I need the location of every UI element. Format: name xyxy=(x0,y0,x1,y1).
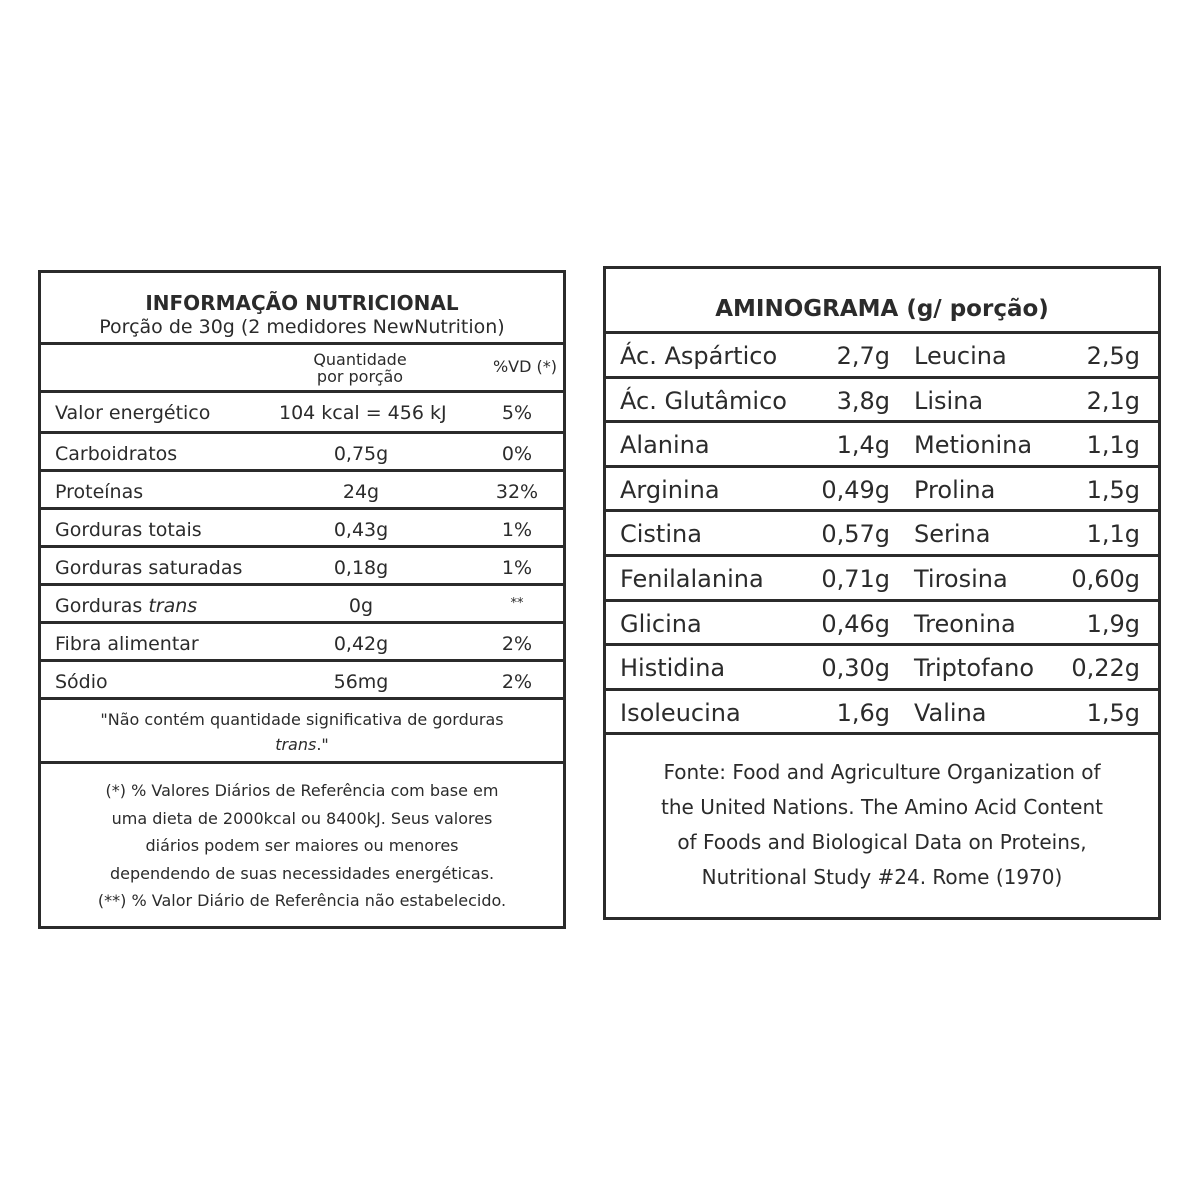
amino-value: 1,6g xyxy=(836,698,890,727)
amino-row xyxy=(606,691,1158,736)
amino-value: 0,30g xyxy=(821,654,890,683)
nutrient-value: 0,43g xyxy=(333,519,389,541)
nutrient-row xyxy=(41,624,563,662)
nutrition-facts-table xyxy=(38,270,566,929)
amino-name: Cistina xyxy=(620,520,702,549)
daily-value-footnote: (*) % Valores Diários de Referência com base em uma dieta de 2000kcal ou 8400kJ. Seus valores diários podem ser maiores ou menores dependendo de suas necessidades energéticas. (**) % Valor Diário de Referência não estabelecido. xyxy=(97,781,507,910)
nutrient-value: 104 kcal = 456 kJ xyxy=(279,402,447,424)
amino-name: Ác. Glutâmico xyxy=(620,386,787,415)
amino-name: Fenilalanina xyxy=(620,564,764,593)
nutrient-value: 0,42g xyxy=(333,633,389,655)
amino-name: Isoleucina xyxy=(620,698,741,727)
nutrient-label: Valor energético xyxy=(55,402,211,424)
nutrient-dv: 0% xyxy=(501,443,533,465)
amino-value: 3,8g xyxy=(836,386,890,415)
nutrient-row xyxy=(41,662,563,700)
nutrient-label: Carboidratos xyxy=(55,443,178,465)
aminogram-table xyxy=(603,266,1161,920)
amino-row xyxy=(606,557,1158,602)
amino-row xyxy=(606,423,1158,468)
nutrient-value: 0,75g xyxy=(333,443,389,465)
trans-fat-note: "Não contém quantidade significativa de gorduras trans." xyxy=(41,700,563,764)
amino-value: 0,60g xyxy=(1071,564,1140,593)
amino-name: Glicina xyxy=(620,609,702,638)
amino-name: Triptofano xyxy=(914,654,1035,683)
nutrient-value: 0,18g xyxy=(333,557,389,579)
nutrient-dv: 1% xyxy=(501,557,533,579)
amino-value: 1,5g xyxy=(1086,698,1140,727)
amino-row xyxy=(606,602,1158,647)
amino-row xyxy=(606,468,1158,513)
nutrient-dv: ** xyxy=(510,596,524,611)
amino-value: 1,1g xyxy=(1086,520,1140,549)
amino-name: Leucina xyxy=(914,342,1007,370)
daily-value-column-header: %VD (*) xyxy=(492,357,558,376)
column-headers xyxy=(41,345,563,393)
nutrient-dv: 2% xyxy=(501,633,533,655)
amino-value: 0,57g xyxy=(821,520,890,549)
amino-value: 1,9g xyxy=(1086,609,1140,638)
amino-name: Histidina xyxy=(620,654,726,683)
amino-row xyxy=(606,334,1158,379)
nutrient-row xyxy=(41,393,563,434)
amino-name: Alanina xyxy=(620,431,710,460)
aminogram-source-note: Fonte: Food and Agriculture Organization of the United Nations. The Amino Acid Content of Foods and Biological Data on Proteins, Nutritional Study #24. Rome (1970) xyxy=(661,760,1103,890)
quantity-column-header: Quantidade por porção xyxy=(313,350,407,386)
amino-name: Lisina xyxy=(914,386,984,415)
amino-name: Prolina xyxy=(914,475,996,504)
amino-name: Tirosina xyxy=(914,564,1008,593)
amino-row xyxy=(606,646,1158,691)
amino-value: 1,5g xyxy=(1086,475,1140,504)
amino-value: 0,22g xyxy=(1071,654,1140,683)
amino-value: 1,1g xyxy=(1086,431,1140,460)
nutrient-label: Fibra alimentar xyxy=(55,633,199,655)
nutrient-row xyxy=(41,548,563,586)
nutrient-label: Sódio xyxy=(55,671,108,693)
amino-row xyxy=(606,379,1158,424)
amino-name: Treonina xyxy=(914,609,1016,638)
nutrient-row xyxy=(41,510,563,548)
amino-row xyxy=(606,512,1158,557)
amino-value: 0,71g xyxy=(821,564,890,593)
nutrient-value: 56mg xyxy=(333,671,389,693)
amino-value: 0,49g xyxy=(821,475,890,504)
nutrient-dv: 32% xyxy=(495,481,539,503)
amino-name: Ác. Aspártico xyxy=(620,342,778,370)
nutrient-label: Proteínas xyxy=(55,481,144,503)
nutrient-value: 24g xyxy=(342,481,380,503)
amino-value: 0,46g xyxy=(821,609,890,638)
nutrient-label: Gorduras totais xyxy=(55,519,202,541)
amino-value: 1,4g xyxy=(836,431,890,460)
amino-value: 2,1g xyxy=(1086,386,1140,415)
nutrient-label: Gorduras saturadas xyxy=(55,557,243,579)
amino-name: Serina xyxy=(914,520,991,549)
nutrient-dv: 5% xyxy=(501,402,533,424)
nutrient-row xyxy=(41,472,563,510)
nutrient-label: Gorduras trans xyxy=(55,595,198,617)
amino-name: Arginina xyxy=(620,475,720,504)
nutrition-header xyxy=(41,273,563,345)
amino-value: 2,5g xyxy=(1086,342,1140,370)
nutrient-dv: 1% xyxy=(501,519,533,541)
portion-text: Porção de 30g (2 medidores NewNutrition) xyxy=(99,316,505,338)
aminogram-title: AMINOGRAMA (g/ porção) xyxy=(606,269,1158,334)
amino-name: Metionina xyxy=(914,431,1033,460)
nutrient-value: 0g xyxy=(348,595,374,617)
nutrient-dv: 2% xyxy=(501,671,533,693)
nutrient-row xyxy=(41,434,563,472)
amino-name: Valina xyxy=(914,698,987,727)
nutrition-title: INFORMAÇÃO NUTRICIONAL xyxy=(145,291,459,315)
amino-value: 2,7g xyxy=(836,342,890,370)
nutrient-row xyxy=(41,586,563,624)
